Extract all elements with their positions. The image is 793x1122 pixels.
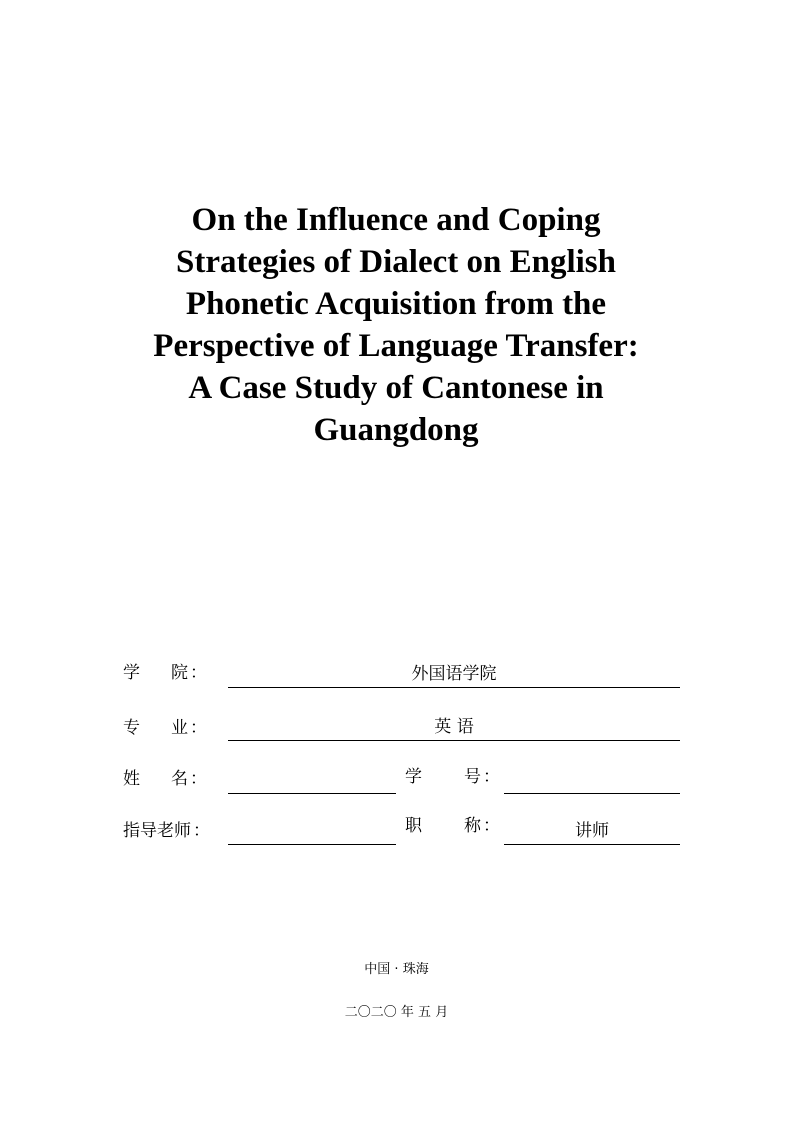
title-line-4: Perspective of Language Transfer: — [153, 328, 639, 364]
college-label — [123, 663, 207, 683]
title-line-1: On the Influence and Coping — [191, 202, 601, 238]
title-line-5: A Case Study of Cantonese in — [188, 370, 604, 406]
student-id-label-char-2: 号 — [464, 767, 481, 787]
title-line-6: Guangdong — [313, 412, 479, 448]
date-line: 二〇二〇 年 五 月 — [344, 1005, 449, 1020]
college-label-char-1: 学 — [123, 663, 140, 683]
advisor-label-text: 指导老师 — [123, 821, 191, 841]
advisor-label-colon: ： — [193, 821, 210, 841]
student-id-label-colon: ： — [483, 767, 500, 787]
name-field[interactable] — [228, 767, 396, 794]
title-line-2: Strategies of Dialect on English — [176, 244, 616, 280]
student-id-label-char-1: 学 — [405, 767, 422, 787]
major-label — [123, 718, 207, 738]
rank-label — [405, 816, 500, 836]
title-line-3: Phonetic Acquisition from the — [185, 286, 607, 322]
major-label-char-2: 业 — [171, 718, 188, 738]
rank-field[interactable]: 讲师 — [504, 818, 680, 845]
advisor-field[interactable] — [228, 818, 396, 845]
rank-label-char-1: 职 — [405, 816, 422, 836]
name-label-char-1: 姓 — [123, 769, 140, 789]
place-line: 中国 · 珠海 — [364, 962, 429, 977]
major-field[interactable]: 英 语 — [228, 714, 680, 741]
rank-label-char-2: 称 — [464, 816, 481, 836]
college-label-colon: ： — [190, 663, 207, 683]
name-label-char-2: 名 — [171, 769, 188, 789]
name-label — [123, 769, 207, 789]
rank-label-colon: ： — [483, 816, 500, 836]
name-label-colon: ： — [190, 769, 207, 789]
major-label-char-1: 专 — [123, 718, 140, 738]
thesis-title — [96, 199, 696, 451]
major-label-colon: ： — [190, 718, 207, 738]
college-label-char-2: 院 — [171, 663, 188, 683]
student-id-field[interactable] — [504, 767, 680, 794]
advisor-label — [123, 821, 210, 841]
student-id-label — [405, 767, 500, 787]
college-field[interactable]: 外国语学院 — [228, 661, 680, 688]
